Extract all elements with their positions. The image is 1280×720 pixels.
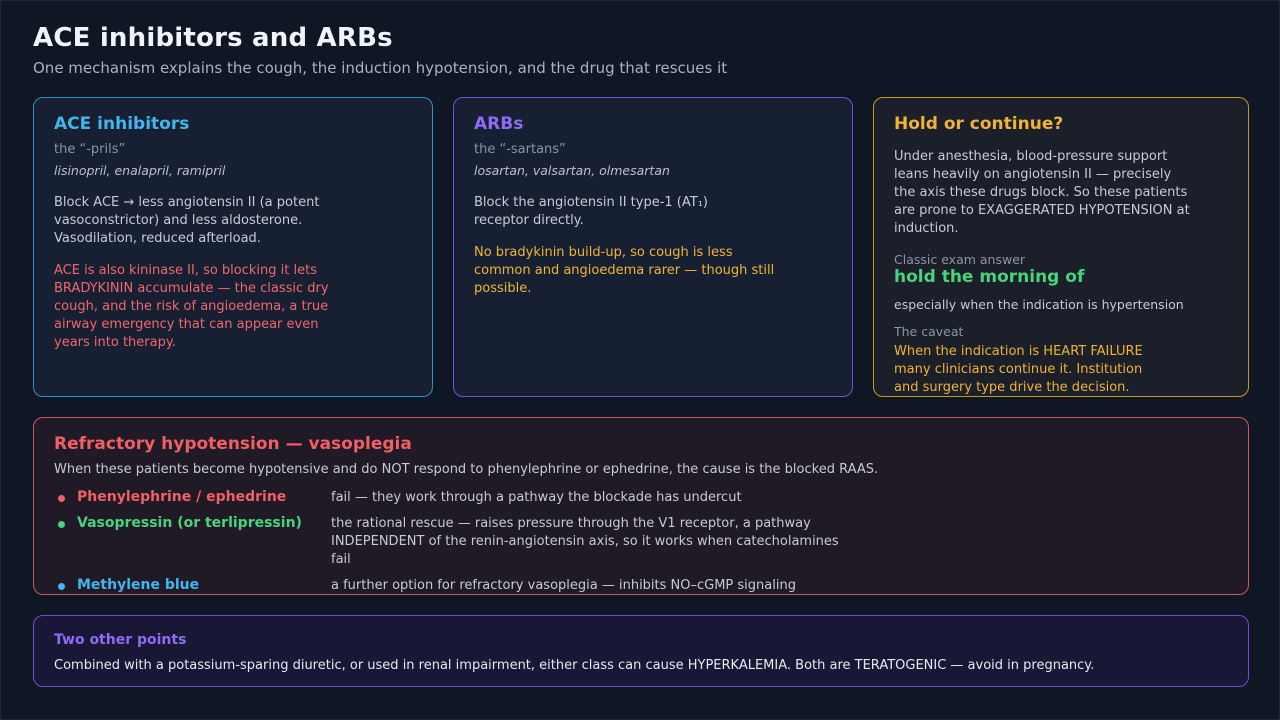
other-points-title: Two other points <box>54 632 187 648</box>
vasoplegia-intro: When these patients become hypotensive and do NOT respond to phenylephrine or ephedrine, the cause is the blocked RAAS. <box>54 462 879 477</box>
drug-name: Methylene blue <box>77 577 200 593</box>
arb-card-title: ARBs <box>474 114 524 134</box>
ace-warning: ACE is also kininase II, so blocking it lets BRADYKININ accumulate — the classic dry cough, and the risk of angioedema, a true airway emergency that can appear even years into therapy. <box>54 263 329 350</box>
arb-nickname: the “-sartans” <box>474 142 566 157</box>
hold-body: Under anesthesia, blood-pressure support leans heavily on angiotensin II — precisely the axis these drugs block. So these patients are prone to EXAGGERATED HYPOTENSION at induction. <box>894 149 1190 236</box>
vasoplegia-title: Refractory hypotension — vasoplegia <box>54 434 412 454</box>
drug-description: a further option for refractory vasoplegia — inhibits NO–cGMP signaling <box>331 578 796 593</box>
ace-examples: lisinopril, enalapril, ramipril <box>54 163 226 178</box>
hold-card-title: Hold or continue? <box>894 114 1064 134</box>
page-title: ACE inhibitors and ARBs <box>33 23 393 53</box>
drug-name: Vasopressin (or terlipressin) <box>77 515 302 531</box>
drug-description: the rational rescue — raises pressure through the V1 receptor, a pathway INDEPENDENT of the renin-angiotensin axis, so it works when catecholamines fail <box>331 516 839 567</box>
ace-inhibitors-card <box>33 97 433 397</box>
drug-row <box>54 489 1228 507</box>
arb-note: No bradykinin build-up, so cough is less common and angioedema rarer — though still possible. <box>474 245 775 296</box>
drug-row <box>54 577 1228 595</box>
caveat-label: The caveat <box>894 324 964 339</box>
bullet-dot-red <box>58 495 65 502</box>
caveat-text: When the indication is HEART FAILURE many clinicians continue it. Institution and surgery type drive the decision. <box>894 344 1143 395</box>
other-points-body: Combined with a potassium-sparing diuretic, or used in renal impairment, either class can cause HYPERKALEMIA. Both are TERATOGENIC — avoid in pregnancy. <box>54 658 1095 673</box>
vasoplegia-card <box>33 417 1249 595</box>
arb-examples: losartan, valsartan, olmesartan <box>474 163 670 178</box>
arb-mechanism: Block the angiotensin II type-1 (AT₁) receptor directly. <box>474 195 708 228</box>
drug-description: fail — they work through a pathway the blockade has undercut <box>331 490 742 505</box>
other-points-card <box>33 615 1249 687</box>
ace-nickname: the “-prils” <box>54 142 126 157</box>
drug-name: Phenylephrine / ephedrine <box>77 489 287 505</box>
exam-answer-label: Classic exam answer <box>894 252 1026 267</box>
exam-answer: hold the morning of <box>894 267 1085 287</box>
ace-mechanism: Block ACE → less angiotensin II (a potent vasoconstrictor) and less aldosterone. Vasodilation, reduced afterload. <box>54 195 320 246</box>
arb-card <box>453 97 853 397</box>
page-subtitle: One mechanism explains the cough, the induction hypotension, and the drug that rescues it <box>33 59 728 77</box>
drug-row <box>54 515 1228 569</box>
hold-or-continue-card <box>873 97 1249 397</box>
bullet-dot-green <box>58 521 65 528</box>
bullet-dot-blue <box>58 583 65 590</box>
ace-card-title: ACE inhibitors <box>54 114 190 134</box>
exam-answer-note: especially when the indication is hypertension <box>894 297 1184 312</box>
